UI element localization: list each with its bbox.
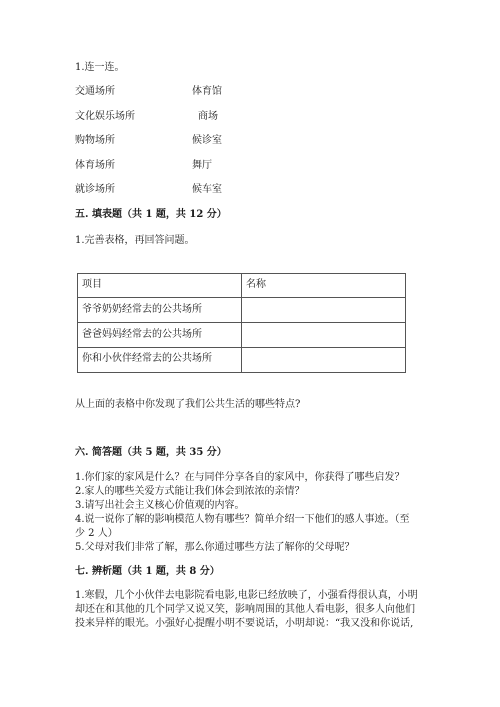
right-item-3: 候诊室 bbox=[192, 135, 222, 146]
answer-item-2: 2.家人的哪些关爱方式能让我们体会到浓浓的亲情？ bbox=[75, 486, 305, 497]
question-title: 1.连一连。 bbox=[75, 62, 125, 73]
right-item-2: 商场 bbox=[198, 111, 218, 122]
right-item-4: 舞厅 bbox=[192, 160, 212, 171]
table-header-name: 名称 bbox=[246, 279, 266, 290]
answer-item-3: 3.请写出社会主义核心价值观的内容。 bbox=[75, 500, 245, 511]
table-row-label: 你和小伙伴经常去的公共场所 bbox=[82, 353, 212, 364]
left-item-1: 交通场所 bbox=[75, 86, 115, 97]
left-item-5: 就诊场所 bbox=[75, 184, 115, 195]
section-heading-5: 五. 填表题（共 1 题，共 12 分） bbox=[75, 209, 227, 220]
answer-item-4-cont: 少 2 人） bbox=[75, 528, 118, 539]
passage-line-1: 1.寒假，几个小伙伴去电影院看电影,电影已经放映了，小强看得很认真，小明 bbox=[75, 590, 418, 601]
table-row-label: 爷爷奶奶经常去的公共场所 bbox=[82, 304, 202, 315]
passage-line-3: 投来异样的眼光。小强好心提醒小明不要说话，小明却说：“我又没和你说话, bbox=[75, 618, 414, 629]
section-heading-6: 六. 简答题（共 5 题，共 35 分） bbox=[75, 447, 227, 458]
left-item-4: 体育场所 bbox=[75, 160, 115, 171]
left-item-2: 文化娱乐场所 bbox=[75, 111, 135, 122]
passage-line-2: 却还在和其他的几个同学又说又笑，影响周围的其他人看电影，很多人向他们 bbox=[75, 604, 415, 615]
right-item-1: 体育馆 bbox=[192, 86, 222, 97]
table-row-label: 爸爸妈妈经常去的公共场所 bbox=[82, 329, 202, 340]
followup-question: 从上面的表格中你发现了我们公共生活的哪些特点? bbox=[75, 399, 301, 410]
answer-item-1: 1.你们家的家风是什么？在与同伴分享各自的家风中，你获得了哪些启发？ bbox=[75, 472, 405, 483]
table-header-item: 项目 bbox=[82, 279, 102, 290]
answer-item-4: 4.说一说你了解的影响模范人物有哪些？简单介绍一下他们的感人事迹。（至 bbox=[75, 514, 410, 525]
answer-item-5: 5.父母对我们非常了解，那么你通过哪些方法了解你的父母呢？ bbox=[75, 542, 355, 553]
right-item-5: 候车室 bbox=[192, 184, 222, 195]
question-text: 1.完善表格，再回答问题。 bbox=[75, 235, 195, 246]
section-heading-7: 七. 辨析题（共 1 题，共 8 分） bbox=[75, 566, 220, 577]
left-item-3: 购物场所 bbox=[75, 135, 115, 146]
